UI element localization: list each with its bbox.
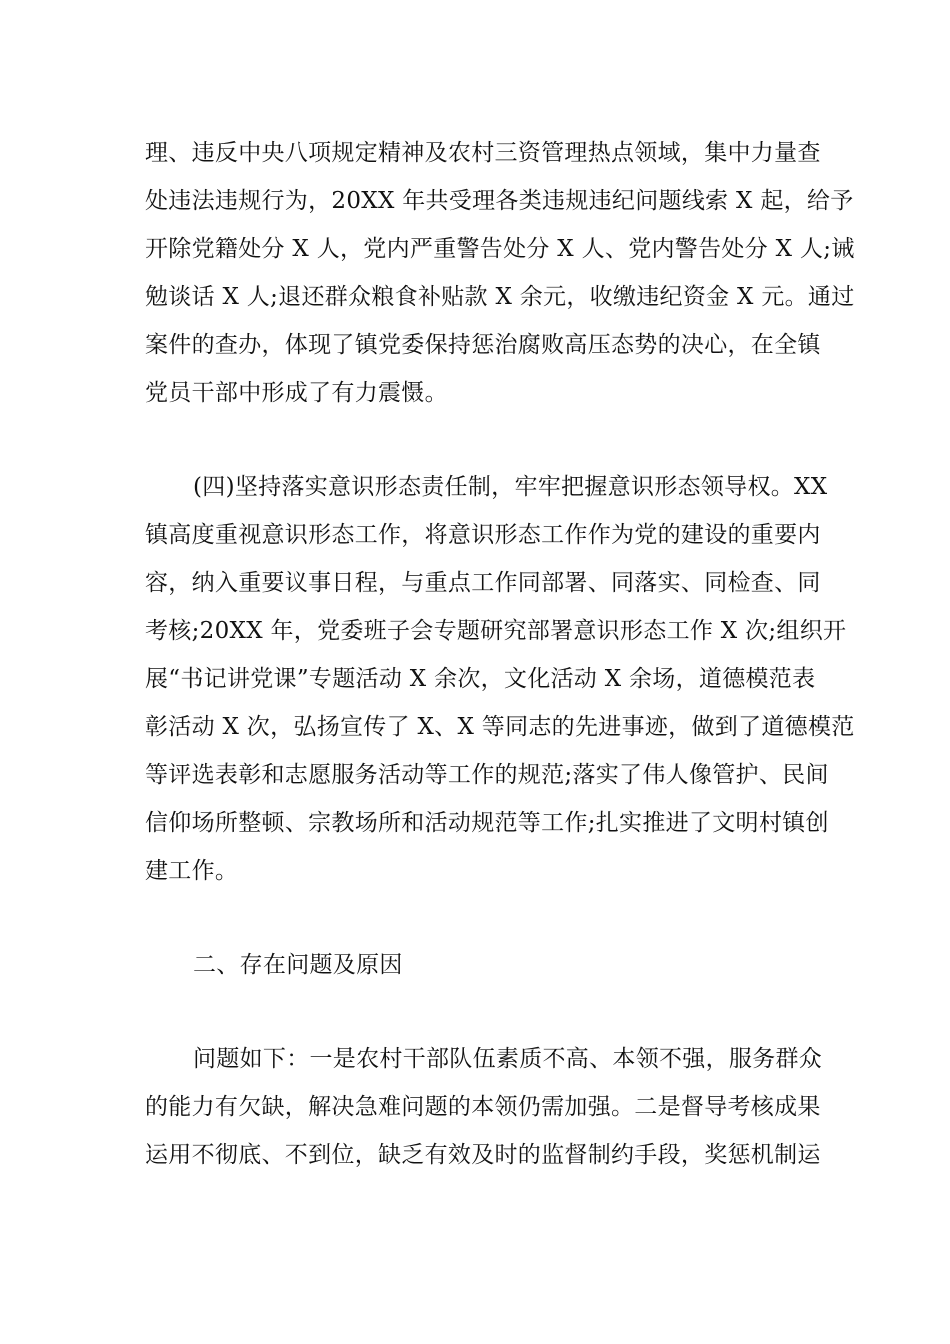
paragraph-line: 处违法违规行为，20XX 年共受理各类违规违纪问题线索 X 起，给予 — [145, 188, 854, 214]
paragraph-line: 开除党籍处分 X 人，党内严重警告处分 X 人、党内警告处分 X 人;诫 — [145, 236, 855, 262]
paragraph-line: (四)坚持落实意识形态责任制，牢牢把握意识形态领导权。XX — [193, 474, 828, 500]
paragraph-line: 建工作。 — [145, 858, 239, 884]
paragraph-line: 容，纳入重要议事日程，与重点工作同部署、同落实、同检查、同 — [145, 570, 821, 596]
paragraph-line: 彰活动 X 次，弘扬宣传了 X、X 等同志的先进事迹，做到了道德模范 — [145, 714, 855, 740]
paragraph-line: 勉谈话 X 人;退还群众粮食补贴款 X 余元，收缴违纪资金 X 元。通过 — [145, 284, 855, 310]
section-heading: 二、存在问题及原因 — [193, 952, 403, 978]
paragraph-line: 展“书记讲党课”专题活动 X 余次，文化活动 X 余场，道德模范表 — [145, 666, 816, 692]
paragraph-line: 运用不彻底、不到位，缺乏有效及时的监督制约手段，奖惩机制运 — [145, 1142, 821, 1168]
paragraph-line: 案件的查办，体现了镇党委保持惩治腐败高压态势的决心，在全镇 — [145, 332, 821, 358]
paragraph-line: 等评选表彰和志愿服务活动等工作的规范;落实了伟人像管护、民间 — [145, 762, 829, 788]
paragraph-line: 考核;20XX 年，党委班子会专题研究部署意识形态工作 X 次;组织开 — [145, 618, 847, 644]
paragraph-line: 问题如下：一是农村干部队伍素质不高、本领不强，服务群众 — [193, 1046, 823, 1072]
paragraph-line: 理、违反中央八项规定精神及农村三资管理热点领域，集中力量查 — [145, 140, 821, 166]
paragraph-line: 信仰场所整顿、宗教场所和活动规范等工作;扎实推进了文明村镇创 — [145, 810, 829, 836]
paragraph-line: 的能力有欠缺，解决急难问题的本领仍需加强。二是督导考核成果 — [145, 1094, 821, 1120]
paragraph-line: 党员干部中形成了有力震慑。 — [145, 380, 448, 406]
paragraph-line: 镇高度重视意识形态工作，将意识形态工作作为党的建设的重要内 — [145, 522, 821, 548]
